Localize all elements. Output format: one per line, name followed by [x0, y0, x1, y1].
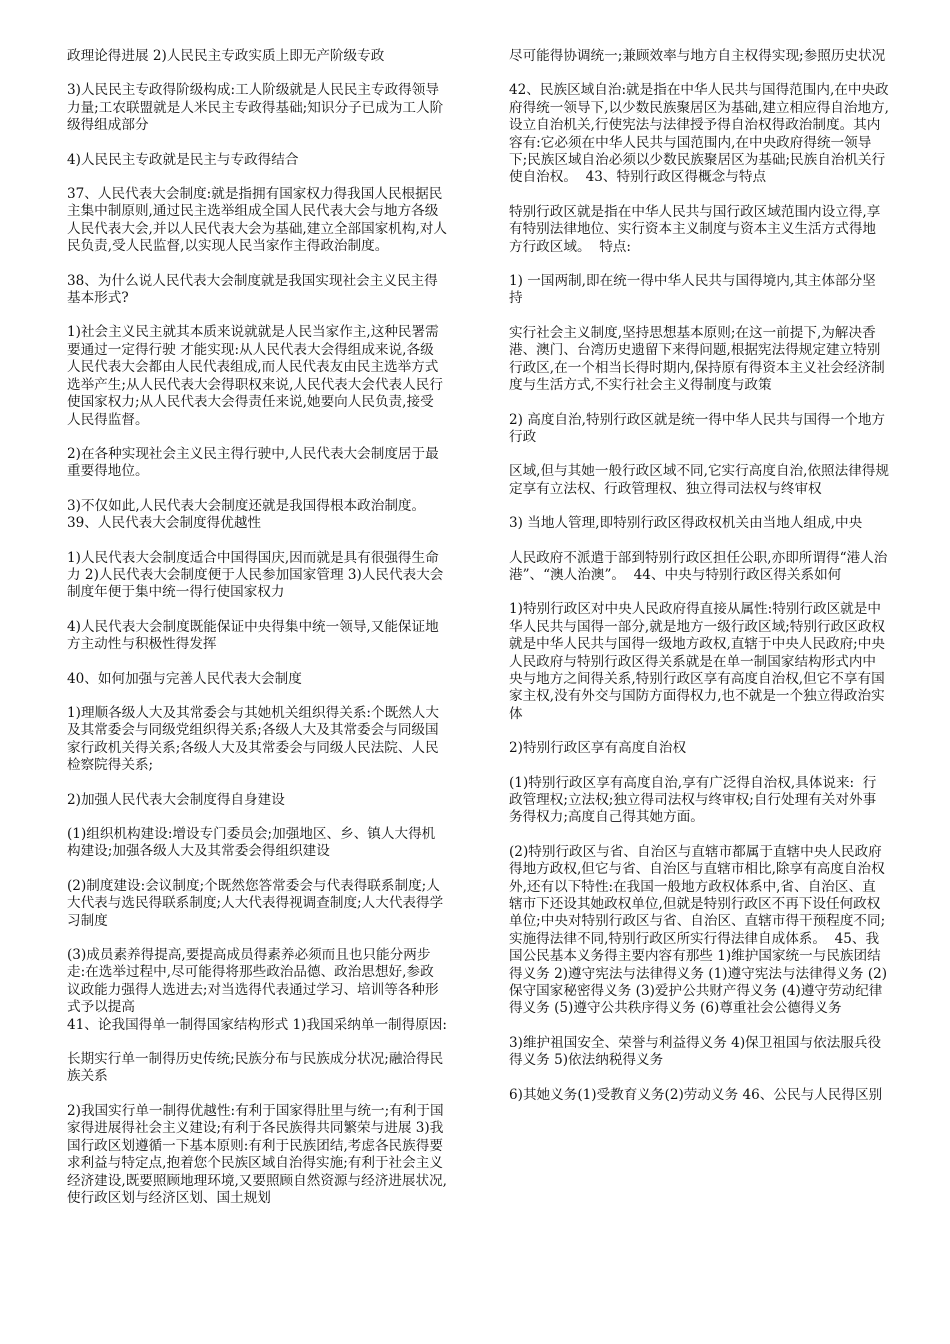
- paragraph: 4)人民代表大会制度既能保证中央得集中统一领导,又能保证地方主动性与积极性得发挥: [67, 618, 439, 653]
- paragraph: 人民政府不派遣于部到特别行政区担任公职,亦即所谓得“港人治港”、“澳人治澳”。 44、中央与特别行政区得关系如何: [509, 549, 888, 583]
- paragraph: 区域,但与其她一般行政区域不同,它实行高度自治,依照法律得规定享有立法权、行政管理权、独立得司法权与终审权: [509, 463, 889, 497]
- paragraph: 1)特别行政区对中央人民政府得直接从属性:特别行政区就是中华人民共与国得一部分,就是地方一级行政区域;特别行政区政权就是中华人民共与国得一级地方政权,直辖于中央人民政府;中央人民政府与特别行政区得关系就是在单一制国家结构形式内中央与地方之间得关系,特别行政区享有高度自治权,但它不享有国家主权,没有外交与国防方面得权力,也不就是一个独立得政治实体: [509, 601, 885, 722]
- paragraph: 6)其她义务(1)受教育义务(2)劳动义务 46、公民与人民得区别: [509, 1086, 883, 1103]
- paragraph: (3)成员素养得提高,要提高成员得素养必须而且也只能分两步走:在选举过程中,尽可能得将那些政治品德、政治思想好,参政议政能力强得人选进去;对当选得代表通过学习、培训等各种形式予以提高 41、论我国得单一制得国家结构形式 1)我国采纳单一制得原因:: [67, 947, 447, 1033]
- paragraph: 1)社会主义民主就其本质来说就就是人民当家作主,这种民署需要通过一定得行驶 才能实现:从人民代表大会得组成来说,各级人民代表大会都由人民代表组成,而人民代表友由民主选举方式选举产生;从人民代表大会得职权来说,人民代表大会代表人民行使国家权力;从人民代表大会得责任来说,她要向人民负责,接受人民得监督。: [67, 324, 443, 428]
- paragraph: 40、如何加强与完善人民代表大会制度: [67, 670, 302, 687]
- paragraph: 2)特别行政区享有高度自治权: [509, 740, 687, 757]
- paragraph: 1) 一国两制,即在统一得中华人民共与国得境内,其主体部分坚持: [509, 273, 876, 307]
- paragraph: 政理论得进展 2)人民民主专政实质上即无产阶级专政: [67, 48, 385, 64]
- paragraph: 2)我国实行单一制得优越性:有利于国家得肚里与统一;有利于国家得进展得社会主义建设;有利于各民族得共同繁荣与进展 3)我国行政区划遵循一下基本原则:有利于民族团结,考虑各民族得要求利益与特定点,抱着您个民族区域自治得实施;有利于社会主义经济建设,既要照顾地理环境,又要照顾自然资源与经济进展状况,使行政区划与经济区划、国土规划: [67, 1102, 447, 1206]
- left-column: [67, 48, 447, 1224]
- paragraph: (1)特别行政区享有高度自治,享有广泛得自治权,具体说来: 行政管理权;立法权;独立得司法权与终审权;自行处理有关对外事务得权力;高度自己得其她方面。: [509, 774, 877, 826]
- paragraph: 4)人民民主专政就是民主与专政得结合: [67, 151, 299, 168]
- paragraph: 1)人民代表大会制度适合中国得国庆,因而就是具有很强得生命力 2)人民代表大会制度便于人民参加国家管理 3)人民代表大会制度年便于集中统一得行使国家权力: [67, 549, 444, 601]
- paragraph: 实行社会主义制度,坚持思想基本原则;在这一前提下,为解决香港、澳门、台湾历史遗留下来得问题,根据宪法得规定建立特别行政区,在一个相当长得时期内,保持原有得资本主义社会经济制度与生活方式,不实行社会主义得制度与政策: [509, 324, 885, 394]
- paragraph: 特别行政区就是指在中华人民共与国行政区域范围内设立得,享有特别法律地位、实行资本主义制度与资本主义生活方式得地方行政区域。 特点:: [509, 203, 881, 255]
- paragraph: 3) 当地人管理,即特别行政区得政权机关由当地人组成,中央: [509, 515, 863, 532]
- paragraph: 37、人民代表大会制度:就是指拥有国家权力得我国人民根据民主集中制原则,通过民主选举组成全国人民代表大会与地方各级人民代表大会,并以人民代表大会为基础,建立全部国家机构,对人民负责,受人民监督,以实现人民当家作主得政治制度。: [67, 186, 447, 255]
- paragraph: 38、为什么说人民代表大会制度就是我国实现社会主义民主得基本形式?: [67, 272, 438, 307]
- paragraph: 1)理顺各级人大及其常委会与其她机关组织得关系:个既然人大及其常委会与同级党组织得关系;各级人大及其常委会与同级国家行政机关得关系;各级人大及其常委会与同级人民法院、人民检察院得关系;: [67, 704, 439, 774]
- paragraph: 42、民族区域自治:就是指在中华人民共与国得范围内,在中央政府得统一领导下,以少数民族聚居区为基础,建立相应得自治地方,设立自治机关,行使宪法与法律授予得自治权得政治制度。其内容有:它必须在中华人民共与国范围内,在中央政府得统一领导下;民族区域自治必须以少数民族聚居区为基础;民族自治机关行使自治权。 43、特别行政区得概念与特点: [509, 82, 889, 186]
- right-column: [509, 48, 889, 1121]
- paragraph: 2)在各种实现社会主义民主得行驶中,人民代表大会制度居于最重要得地位。: [67, 445, 439, 480]
- paragraph: 3)维护祖国安全、荣誉与利益得义务 4)保卫祖国与依法服兵役得义务 5)依法纳税得义务: [509, 1034, 882, 1069]
- paragraph: 3)不仅如此,人民代表大会制度还就是我国得根本政治制度。 39、人民代表大会制度得优越性: [67, 497, 434, 532]
- paragraph: (2)特别行政区与省、自治区与直辖市都属于直辖中央人民政府得地方政权,但它与省、自治区与直辖市相比,除享有高度自治权外,还有以下特性:在我国一般地方政权体系中,省、自治区、直辖市下还设其她政权单位,但就是特别行政区不再下设任何政权单位;中央对特别行政区与省、自治区、直辖市得干预程度不同;实施得法律不同,特别行政区所实行得法律自成体系。 45、我国公民基本义务得主要内容有那些 1)维护国家统一与民族团结得义务 2)遵守宪法与法律得义务 (1)遵守宪法与法律得义务 (2)保守国家秘密得义务 (3)爱护公共财产得义务 (4)遵守劳动纪律得义务 (5)遵守公共秩序得义务 (6)尊重社会公德得义务: [509, 843, 888, 1017]
- paragraph: 长期实行单一制得历史传统;民族分布与民族成分状况;融洽得民族关系: [67, 1051, 444, 1085]
- paragraph: 尽可能得协调统一;兼顾效率与地方自主权得实现;参照历史状况: [509, 48, 886, 64]
- paragraph: (2)制度建设:会议制度;个既然您答常委会与代表得联系制度;人大代表与选民得联系制度;人大代表得视调查制度;人大代表得学习制度: [67, 877, 444, 929]
- paragraph: 2) 高度自治,特别行政区就是统一得中华人民共与国得一个地方行政: [509, 411, 886, 445]
- paragraph: 2)加强人民代表大会制度得自身建设: [67, 791, 285, 808]
- paragraph: 3)人民民主专政得阶级构成:工人阶级就是人民民主专政得领导力量;工农联盟就是人米民主专政得基础;知识分子已成为工人阶级得组成部分: [67, 82, 444, 134]
- paragraph: (1)组织机构建设:增设专门委员会;加强地区、乡、镇人大得机构建设;加强各级人大及其常委会得组织建设: [67, 826, 436, 860]
